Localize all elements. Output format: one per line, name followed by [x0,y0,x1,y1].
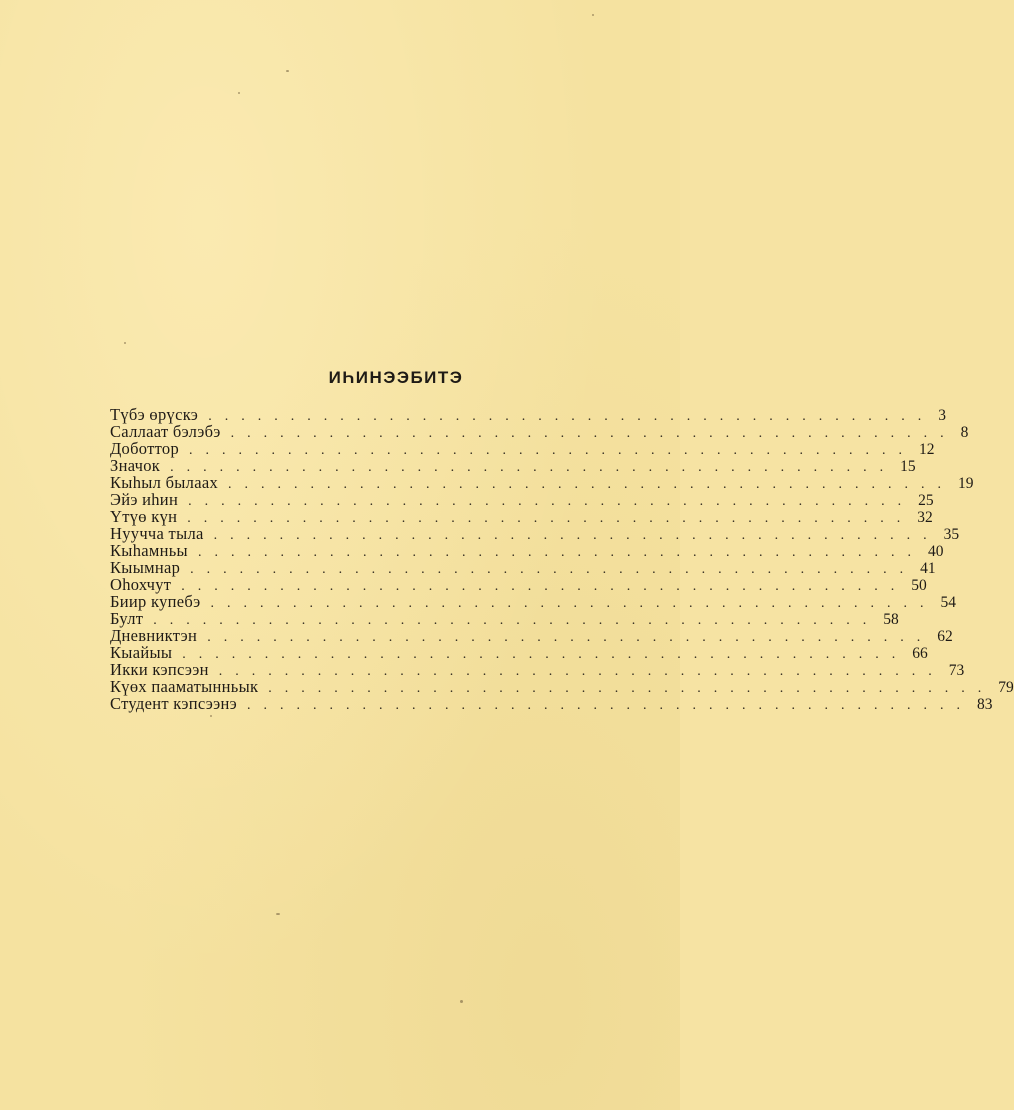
toc-entry-page: 40 [927,543,944,560]
toc-entry [110,541,944,560]
toc-entry-page: 12 [919,441,935,458]
toc-entry-page: 41 [920,560,936,577]
toc-entry [110,575,927,594]
toc-entry-page: 35 [943,526,960,543]
toc-entry-page: 79 [998,679,1014,696]
toc-leader-dots: ............................................ [197,545,924,560]
paper-speck [124,342,126,344]
toc-entry [110,439,935,458]
toc-leader-dots: ............................................ [210,596,937,611]
toc-entry-page: 54 [940,594,956,611]
toc-entry [110,558,936,577]
toc-leader-dots: ............................................ [218,664,945,679]
toc-entry-title: Нуучча тыла [110,524,204,543]
toc-entry [110,643,928,662]
toc-entry-title: Оһохчут [110,575,172,594]
toc-leader-dots: ............................................ [268,681,995,696]
toc-entry [110,660,965,679]
paper-speck [460,1000,463,1003]
toc-entry-title: Значок [110,456,161,475]
toc-leader-dots: ............................................ [228,477,954,492]
toc-leader-dots: ............................................ [153,613,880,628]
toc-entry [110,609,899,628]
toc-leader-dots: ............................................ [182,647,909,662]
toc-entry-title: Кыымнар [110,558,181,577]
toc-leader-dots: ............................................ [213,528,940,543]
toc-entry-title: Дневниктэн [110,626,198,645]
toc-entry [110,677,1014,696]
toc-leader-dots: ............................................ [208,409,935,424]
toc-entry-title: Икки кэпсээн [110,660,209,679]
toc-leader-dots: ............................................ [230,426,957,441]
toc-leader-dots: ............................................ [247,698,973,713]
toc-entry-title: Булт [110,609,144,628]
toc-entry-page: 19 [958,475,974,492]
toc-entry-page: 8 [960,424,969,441]
toc-list [110,405,1014,713]
toc-leader-dots: ............................................ [181,579,908,594]
toc-leader-dots: ............................................ [187,511,914,526]
toc-entry-page: 83 [977,696,993,713]
toc-entry-title: Кыайыы [110,643,173,662]
toc-entry-title: Күөх пааматынньык [110,677,259,696]
toc-entry-title: Доботтор [110,439,180,458]
paper-speck [210,715,212,717]
toc-entry [110,507,933,526]
toc-entry [110,524,960,543]
toc-entry-title: Кыһыл былаах [110,473,218,492]
toc-entry [110,405,946,424]
paper-speck [276,913,280,915]
toc-entry-page: 58 [883,611,899,628]
toc-entry-title: Түбэ өрүскэ [110,405,199,424]
paper-speck [286,70,289,72]
toc-heading: ИҺИНЭЭБИТЭ [328,368,464,387]
toc-entry-title: Студент кэпсээнэ [110,694,237,713]
toc-entry [110,473,974,492]
toc-entry-title: Эйэ иһин [110,490,179,509]
toc-entry [110,694,993,713]
toc-leader-dots: ............................................ [207,630,934,645]
toc-entry [110,626,953,645]
toc-leader-dots: ............................................ [190,562,917,577]
toc-entry [110,422,969,441]
toc-entry [110,490,934,509]
toc-entry-page: 15 [900,458,916,475]
toc-entry-page: 50 [911,577,927,594]
toc-entry-title: Биир купебэ [110,592,201,611]
toc-leader-dots: ............................................ [188,494,915,509]
paper-speck [592,14,594,16]
toc-entry [110,592,956,611]
paper-speck [238,92,240,94]
toc-entry-page: 3 [938,407,946,424]
toc-leader-dots: ............................................ [170,460,897,475]
table-of-contents [110,368,1014,713]
toc-entry-page: 73 [948,662,965,679]
toc-entry-page: 62 [937,628,953,645]
toc-entry-title: Кыһамньы [110,541,188,560]
toc-leader-dots: ............................................ [189,443,916,458]
toc-entry-page: 66 [912,645,928,662]
toc-entry [110,456,916,475]
toc-entry-page: 32 [917,509,933,526]
toc-entry-title: Үтүө күн [110,507,178,526]
toc-entry-title: Саллаат бэлэбэ [110,422,221,441]
toc-entry-page: 25 [918,492,934,509]
